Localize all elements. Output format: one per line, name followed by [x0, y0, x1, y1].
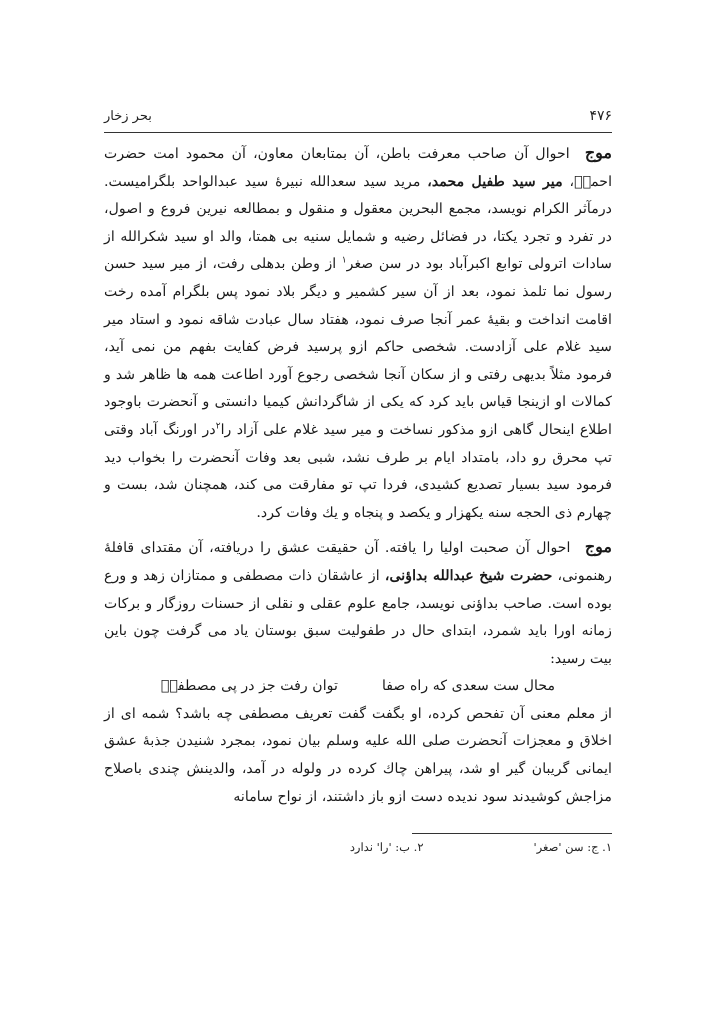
page-number: ۴۷۶	[589, 108, 612, 124]
paragraph-text: احوال آن صاحب معرفت باطن، آن بمتابعان معاون، آن محمود امت حضرت احمدؐ،	[104, 146, 613, 190]
verse-hemistich-second: توان رفت جز در پی مصطفیؐ	[160, 678, 338, 695]
paragraph-text: در اورنگ آباد وقتی تپ محرق رو داد، بامتداد ایام بر طرف نشد، شبی بعد وفات آنحضرت را بخواب دید فرمود سید بسیار تصدیع کشیدی، فردا تپ تو مفارقت می کند، همچنان شد، بست و چهارم ذی الحجه سنه یکهزار و یکصد و پنجاه و یك وفات کرد.	[104, 421, 612, 521]
paragraph-text: مرید سید سعدالله نبیرهٔ سید عبدالواحد بلگرامیست. درمآثر الکرام نویسد، مجمع البحرین معقول و منقول و بمطالعه نیرین فروع و اصول، در تفرد و تجرد یکتا، در فضائل رضیه و شمایل سنیه بی همتا، والد او سید شکرالله از سادات اترولی توابع اکبرآباد بود در سن صغر	[104, 173, 613, 273]
footnote-rule	[412, 833, 612, 834]
verse-couplet	[104, 673, 612, 701]
running-title: بحر زخار	[104, 109, 152, 124]
bold-name: حضرت شیخ عبدالله بداؤنی،	[384, 567, 553, 584]
section-marker: موج	[584, 143, 612, 162]
header-rule	[104, 132, 612, 133]
paragraph-abdullah-badauni	[104, 533, 612, 673]
paragraph-tufayl-muhammad	[104, 139, 612, 527]
document-page	[104, 108, 612, 854]
paragraph-text: از عاشقان ذات مصطفی و ممتازان زهد و ورع بوده است. صاحب بداؤنی نویسد، جامع علوم عقلی و نقلی از حسنات روزگار و برکات زمانه اورا باید شمرد، ابتدای حال در طفولیت سبق بوستان یاد می گرفت چون باین بیت رسید:	[104, 567, 612, 667]
footnote-marker: ۱	[341, 255, 347, 266]
body-text	[104, 139, 612, 811]
footnote: ۲. ب: 'را' ندارد	[349, 840, 424, 855]
running-head	[104, 108, 612, 130]
paragraph-text: از وطن بدهلی رفت، از میر سید حسن رسول نما تلمذ نمود، بعد از آن سیر کشمیر و دیگر بلاد نمود پس بلگرام آمده رخت اقامت انداخت و بقیهٔ عمر آنجا صرف نمود، هفتاد سال عبادت شاقه نمود و استاد میر سید غلام علی آزادست. شخصی حاکم ازو پرسید فرض کفایت بفهم من نمی آید، فرمود مثلاً بدیهی رفتی و از سکان آنجا شخصی رجوع آورد اطاعت همه ها ظاهر شد و کمالات او ازینجا قیاس باید کرد که یکی از شاگردانش کیمیا دانستی و آنحضرت باوجود اطلاع اینحال گاهی ازو مذکور نساخت و میر سید غلام علی آزاد را	[104, 256, 612, 438]
footnotes	[104, 840, 612, 854]
footnote: ۱. ج: سن 'صغر'	[533, 840, 612, 855]
paragraph-text: احوال آن صحبت اولیا را یافته. آن حقیقت عشق را دریافته، آن مقتدای قافلهٔ رهنمونی،	[104, 540, 613, 584]
paragraph-text: از معلم معنی آن تفحص کرده، او بگفت گفت تعریف مصطفی چه باشد؟ شمه ای از اخلاق و معجزات آنحضرت صلی الله علیه وسلم بیان نمود، بمجرد شنیدن جذبهٔ عشق ایمانی گریبان گیر او شد، پیراهن چاك كرده در ولوله در آمد، والدینش چندی باصلاح مزاجش کوشیدند سود ندیده دست ازو باز داشتند، از نواح سامانه	[104, 705, 612, 805]
verse-hemistich-first: محال ست سعدی که راه صفا	[381, 678, 556, 695]
bold-name: میر سید طفیل محمد،	[427, 173, 563, 190]
section-marker: موج	[584, 537, 612, 557]
paragraph-continuation	[104, 701, 612, 811]
footnote-marker: ۲	[215, 421, 221, 432]
